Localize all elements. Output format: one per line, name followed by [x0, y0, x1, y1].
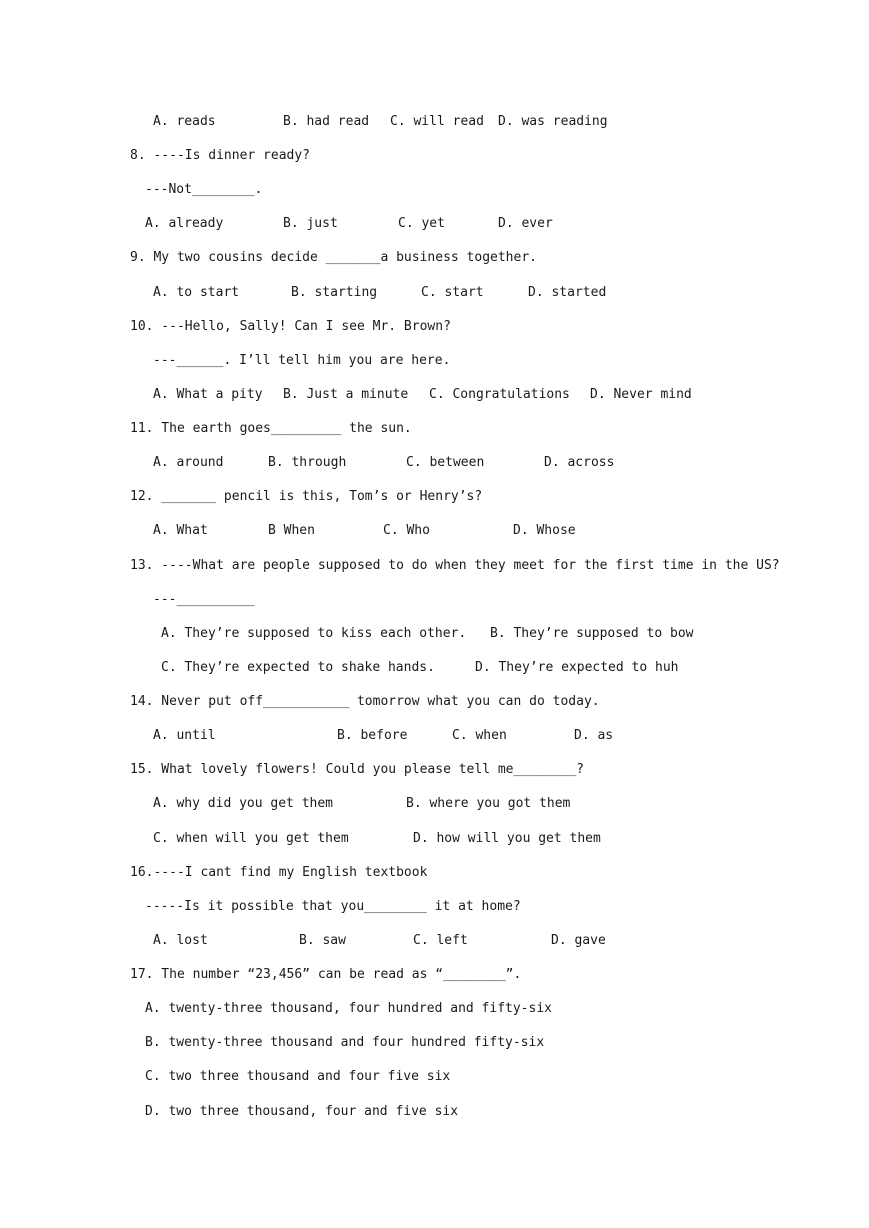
reply-text: -----Is it possible that you________ it at home? [145, 899, 521, 914]
option-d: D. ever [498, 216, 553, 231]
question-text: 14. Never put off___________ tomorrow what you can do today. [130, 694, 600, 709]
q8-options [0, 215, 553, 233]
option-c: C. will read [390, 114, 484, 129]
question-text: 10. ---Hello, Sally! Can I see Mr. Brown? [130, 319, 451, 334]
q9-options [0, 284, 607, 302]
option-b: B. before [337, 728, 408, 743]
q9-stem [0, 249, 537, 267]
option-b: B. starting [291, 285, 378, 300]
q15-options-ab [0, 795, 571, 813]
q16-options [0, 932, 606, 950]
q16-reply [0, 898, 521, 916]
option-a: A. already [145, 216, 224, 231]
option-b: B. They’re supposed to bow [490, 626, 694, 641]
option-b: B. where you got them [406, 796, 571, 811]
option-a: A. They’re supposed to kiss each other. [161, 626, 467, 641]
reply-text: ---Not________. [145, 182, 263, 197]
q15-options-cd [0, 830, 601, 848]
q17-option-c [0, 1068, 451, 1086]
option-d: D. gave [551, 933, 606, 948]
option-d: D. across [544, 455, 615, 470]
question-text: 8. ----Is dinner ready? [130, 148, 311, 163]
question-text: 12. _______ pencil is this, Tom’s or Henry’s? [130, 489, 483, 504]
option-a: A. to start [153, 285, 240, 300]
q17-option-d [0, 1103, 459, 1121]
option-d: D. as [574, 728, 614, 743]
q10-options [0, 386, 692, 404]
option-c: C. left [413, 933, 468, 948]
option-a: A. why did you get them [153, 796, 334, 811]
option-b: B. had read [283, 114, 370, 129]
q10-reply [0, 352, 451, 370]
q8-stem [0, 147, 311, 165]
q7-options [0, 113, 608, 131]
question-text: 11. The earth goes_________ the sun. [130, 421, 412, 436]
reply-text: ---__________ [153, 592, 255, 607]
option-a: A. reads [153, 114, 216, 129]
option-a: A. What a pity [153, 387, 263, 402]
q11-stem [0, 420, 412, 438]
reply-text: ---______. I’ll tell him you are here. [153, 353, 451, 368]
q10-stem [0, 318, 451, 336]
question-text: 13. ----What are people supposed to do when they meet for the first time in the US? [130, 558, 780, 573]
q14-stem [0, 693, 600, 711]
q11-options [0, 454, 615, 472]
q13-reply [0, 591, 255, 609]
option-b: B. saw [299, 933, 346, 948]
option-d: D. was reading [498, 114, 608, 129]
option-c: C. yet [398, 216, 445, 231]
q17-option-b [0, 1034, 545, 1052]
option-c: C. start [421, 285, 484, 300]
q8-reply [0, 181, 263, 199]
option-b: B. Just a minute [283, 387, 409, 402]
option-d: D. Whose [513, 523, 576, 538]
question-text: 15. What lovely flowers! Could you please tell me________? [130, 762, 584, 777]
option-d: D. how will you get them [413, 831, 601, 846]
option-a: A. What [153, 523, 208, 538]
option-a: A. around [153, 455, 224, 470]
q12-stem [0, 488, 483, 506]
q14-options [0, 727, 614, 745]
q15-stem [0, 761, 584, 779]
q13-stem [0, 557, 780, 575]
q13-options-ab [0, 625, 694, 643]
option-c: C. when will you get them [153, 831, 349, 846]
q13-options-cd [0, 659, 679, 677]
q17-stem [0, 966, 522, 984]
option-b: B. twenty-three thousand and four hundred fifty-six [145, 1035, 545, 1050]
option-b: B. through [268, 455, 347, 470]
q16-stem [0, 864, 428, 882]
option-d: D. started [528, 285, 607, 300]
option-c: C. Congratulations [429, 387, 570, 402]
question-text: 16.----I cant find my English textbook [130, 865, 428, 880]
option-c: C. when [452, 728, 507, 743]
option-a: A. lost [153, 933, 208, 948]
option-d: D. They’re expected to huh [475, 660, 679, 675]
question-text: 9. My two cousins decide _______a business together. [130, 250, 537, 265]
option-d: D. two three thousand, four and five six [145, 1104, 459, 1119]
option-c: C. between [406, 455, 485, 470]
option-b: B. just [283, 216, 338, 231]
option-b: B When [268, 523, 315, 538]
option-a: A. twenty-three thousand, four hundred and fifty-six [145, 1001, 552, 1016]
q17-option-a [0, 1000, 552, 1018]
option-a: A. until [153, 728, 216, 743]
question-text: 17. The number “23,456” can be read as “________”. [130, 967, 522, 982]
option-d: D. Never mind [590, 387, 692, 402]
option-c: C. Who [383, 523, 430, 538]
q12-options [0, 522, 576, 540]
option-c: C. two three thousand and four five six [145, 1069, 451, 1084]
option-c: C. They’re expected to shake hands. [161, 660, 435, 675]
